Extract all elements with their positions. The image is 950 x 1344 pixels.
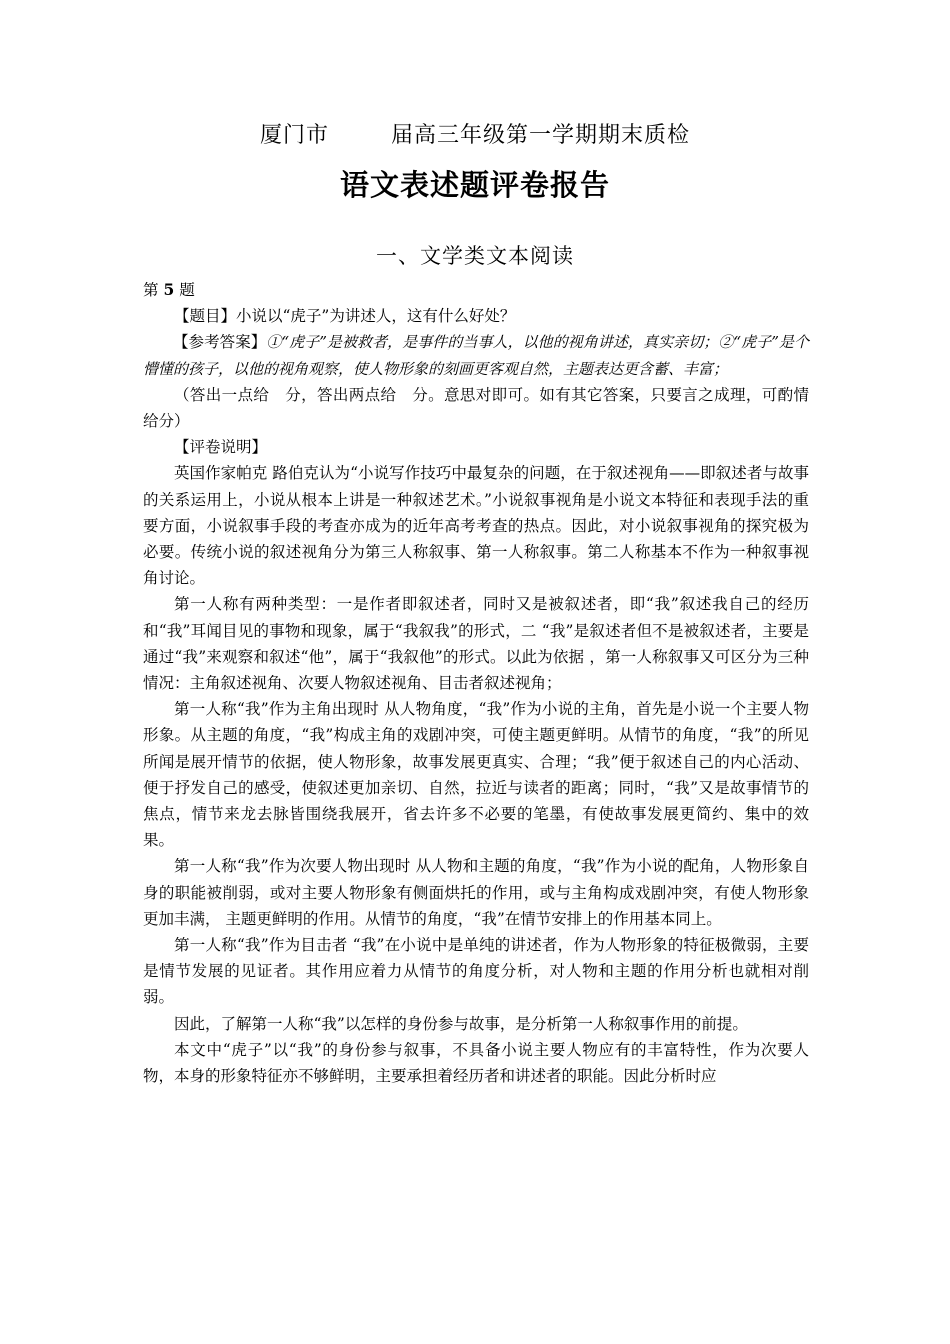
body-paragraph-7: 本文中“虎子”以“我”的身份参与叙事，不具备小说主要人物应有的丰富特性，作为次要人物，本身的形象特征亦不够鲜明，主要承担着经历者和讲述者的职能。因此分析时应 [143,1040,809,1086]
header-exam: 届高三年级第一学期期末质检 [391,123,691,148]
body-paragraph-5: 第一人称“我”作为目击者 “我”在小说中是单纯的讲述者，作为人物形象的特征极微弱，主要是情节发展的见证者。其作用应着力从情节的角度分析，对人物和主题的作用分析也就相对削弱。 [143,936,809,1007]
question-label-prefix: 第 [143,281,159,299]
body-paragraph-1: 英国作家帕克 路伯克认为“小说写作技巧中最复杂的问题，在于叙述视角——即叙述者与故事的关系运用上，小说从根本上讲是一种叙述艺术。”小说叙事视角是小说文本特征和表现手法的重要方面，小说叙事手段的考查亦成为的近年高考考查的热点。因此，对小说叙事视角的探究极为必要。传统小说的叙述视角分为第三人称叙事、第一人称叙事。第二人称基本不作为一种叙事视角讨论。 [143,464,809,588]
question-prompt: 【题目】小说以“虎子”为讲述人，这有什么好处？ [174,307,516,326]
body-paragraph-4: 第一人称“我”作为次要人物出现时 从人物和主题的角度，“我”作为小说的配角，人物形象自身的职能被削弱，或对主要人物形象有侧面烘托的作用，或与主角构成戏剧冲突，有使人物形象更加丰满， 主题更鲜明的作用。从情节的角度，“我”在情节安排上的作用基本同上。 [143,857,809,928]
body-paragraph-2: 第一人称有两种类型：一是作者即叙述者，同时又是被叙述者，即“我”叙述我自己的经历和“我”耳闻目见的事物和现象，属于“我叙我”的形式，二 “我”是叙述者但不是被叙述者，主要是通过“我”来观察和叙述“他”，属于“我叙他”的形式。以此为依据 ，第一人称叙事又可区分为三种情况：主角叙述视角、次要人物叙述视角、目击者叙述视角； [143,595,809,693]
body-paragraph-3: 第一人称“我”作为主角出现时 从人物角度，“我”作为小说的主角，首先是小说一个主要人物形象。从主题的角度，“我”构成主角的戏剧冲突，可使主题更鲜明。从情节的角度，“我”的所见所闻是展开情节的依据，使人物形象，故事发展更真实、合理；“我”便于叙述自己的内心活动、便于抒发自己的感受，使叙述更加亲切、自然，拉近与读者的距离；同时，“我”又是故事情节的焦点，情节来龙去脉皆围绕我展开，省去许多不必要的笔墨，有使故事发展更简约、集中的效果。 [143,700,809,850]
section-heading: 一、文学类文本阅读 [376,244,574,268]
question-number: 5 [163,280,175,299]
document-title: 语文表述题评卷报告 [339,168,610,202]
question-label [143,277,809,303]
scoring-note: （答出一点给 分，答出两点给 分。意思对即可。如有其它答案，只要言之成理，可酌情给分） [143,385,809,431]
body-paragraph-6: 因此，了解第一人称“我”以怎样的身份参与故事，是分析第一人称叙事作用的前提。 [174,1014,748,1033]
document-body [143,277,809,1089]
explanation-label: 【评卷说明】 [174,438,268,457]
question-label-suffix: 题 [179,281,195,299]
document-header [0,118,950,149]
reference-answer-label: 【参考答案】 [173,333,267,352]
reference-answer [143,329,809,381]
reference-answer-text: ①“虎子”是被救者，是事件的当事人，以他的视角讲述，真实亲切；②“虎子”是个懵懂的孩子，以他的视角观察，使人物形象的刻画更客观自然，主题表达更含蓄、丰富； [143,333,809,378]
header-city: 厦门市 [259,123,329,148]
